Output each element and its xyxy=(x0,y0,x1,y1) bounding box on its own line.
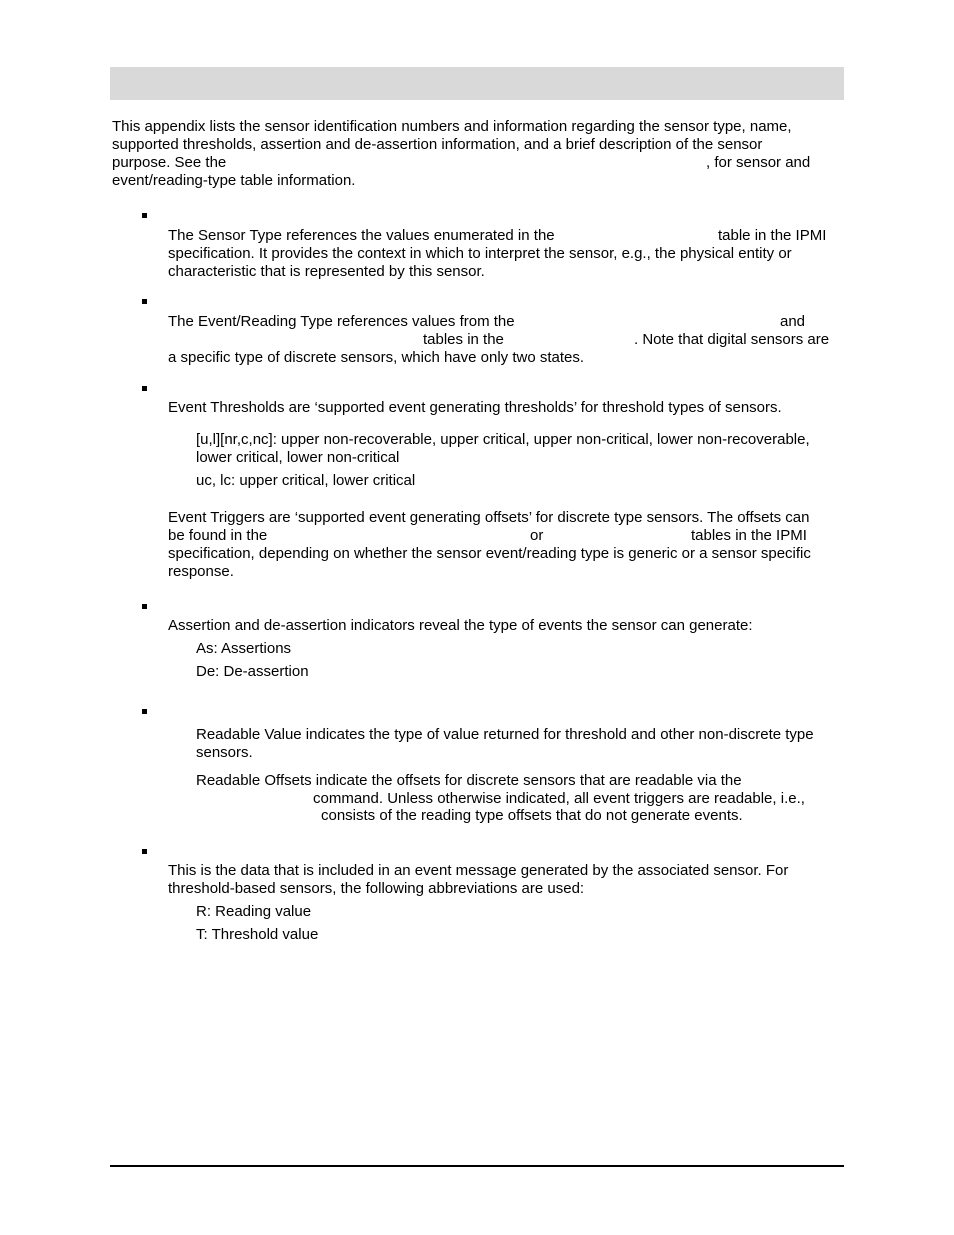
bullet-event-reading-type xyxy=(142,299,147,304)
event-triggers-text: specification, depending on whether the sensor event/reading type is generic or a sensor specific xyxy=(168,545,811,562)
event-triggers-text: response. xyxy=(168,563,234,580)
intro-line: , for sensor and xyxy=(706,154,811,171)
bullet-assertion xyxy=(142,604,147,609)
readable-value-text: Readable Value indicates the type of value returned for threshold and other non-discrete type xyxy=(196,726,814,743)
intro-line: supported thresholds, assertion and de-assertion information, and a brief description of the sensor xyxy=(112,136,763,153)
sensor-type-text: The Sensor Type references the values enumerated in the xyxy=(168,227,555,244)
event-data-text: This is the data that is included in an event message generated by the associated sensor. For xyxy=(168,862,789,879)
readable-value-text: sensors. xyxy=(196,744,253,761)
threshold-item: lower critical, lower non-critical xyxy=(196,449,400,466)
readable-offsets-text: Readable Offsets indicate the offsets for discrete sensors that are readable via the xyxy=(196,772,742,789)
event-reading-type-text: a specific type of discrete sensors, which have only two states. xyxy=(168,349,585,366)
assertion-intro: Assertion and de-assertion indicators reveal the type of events the sensor can generate: xyxy=(168,617,753,634)
bullet-event-thresholds xyxy=(142,386,147,391)
assertion-item: As: Assertions xyxy=(196,640,292,657)
event-reading-type-text: tables in the xyxy=(423,331,504,348)
readable-offsets-text: consists of the reading type offsets that do not generate events. xyxy=(321,807,743,824)
sensor-type-text: table in the IPMI xyxy=(718,227,827,244)
event-thresholds-intro: Event Thresholds are ‘supported event generating thresholds’ for threshold types of sensors. xyxy=(168,399,782,416)
event-triggers-text: tables in the IPMI xyxy=(691,527,807,544)
bullet-readable xyxy=(142,709,147,714)
bullet-event-data xyxy=(142,849,147,854)
footer-rule xyxy=(110,1165,844,1167)
event-triggers-text: or xyxy=(530,527,544,544)
event-triggers-text: Event Triggers are ‘supported event generating offsets’ for discrete type sensors. The offsets can xyxy=(168,509,810,526)
bullet-sensor-type xyxy=(142,213,147,218)
event-reading-type-text: and xyxy=(780,313,806,330)
assertion-item: De: De-assertion xyxy=(196,663,309,680)
readable-offsets-text: command. Unless otherwise indicated, all event triggers are readable, i.e., xyxy=(313,790,805,807)
intro-line: event/reading-type table information. xyxy=(112,172,356,189)
event-reading-type-text: . Note that digital sensors are xyxy=(634,331,830,348)
appendix-heading-bar xyxy=(110,67,844,100)
threshold-item: [u,l][nr,c,nc]: upper non-recoverable, upper critical, upper non-critical, lower non-recoverable, xyxy=(196,431,810,448)
event-reading-type-text: The Event/Reading Type references values from the xyxy=(168,313,515,330)
sensor-type-text: specification. It provides the context in which to interpret the sensor, e.g., the physical entity or xyxy=(168,245,792,262)
intro-line: purpose. See the xyxy=(112,154,227,171)
event-data-text: threshold-based sensors, the following abbreviations are used: xyxy=(168,880,585,897)
event-data-item: R: Reading value xyxy=(196,903,312,920)
threshold-item: uc, lc: upper critical, lower critical xyxy=(196,472,416,489)
event-data-item: T: Threshold value xyxy=(196,926,319,943)
event-triggers-text: be found in the xyxy=(168,527,268,544)
sensor-type-text: characteristic that is represented by this sensor. xyxy=(168,263,485,280)
intro-line: This appendix lists the sensor identification numbers and information regarding the sensor type, name, xyxy=(112,118,792,135)
